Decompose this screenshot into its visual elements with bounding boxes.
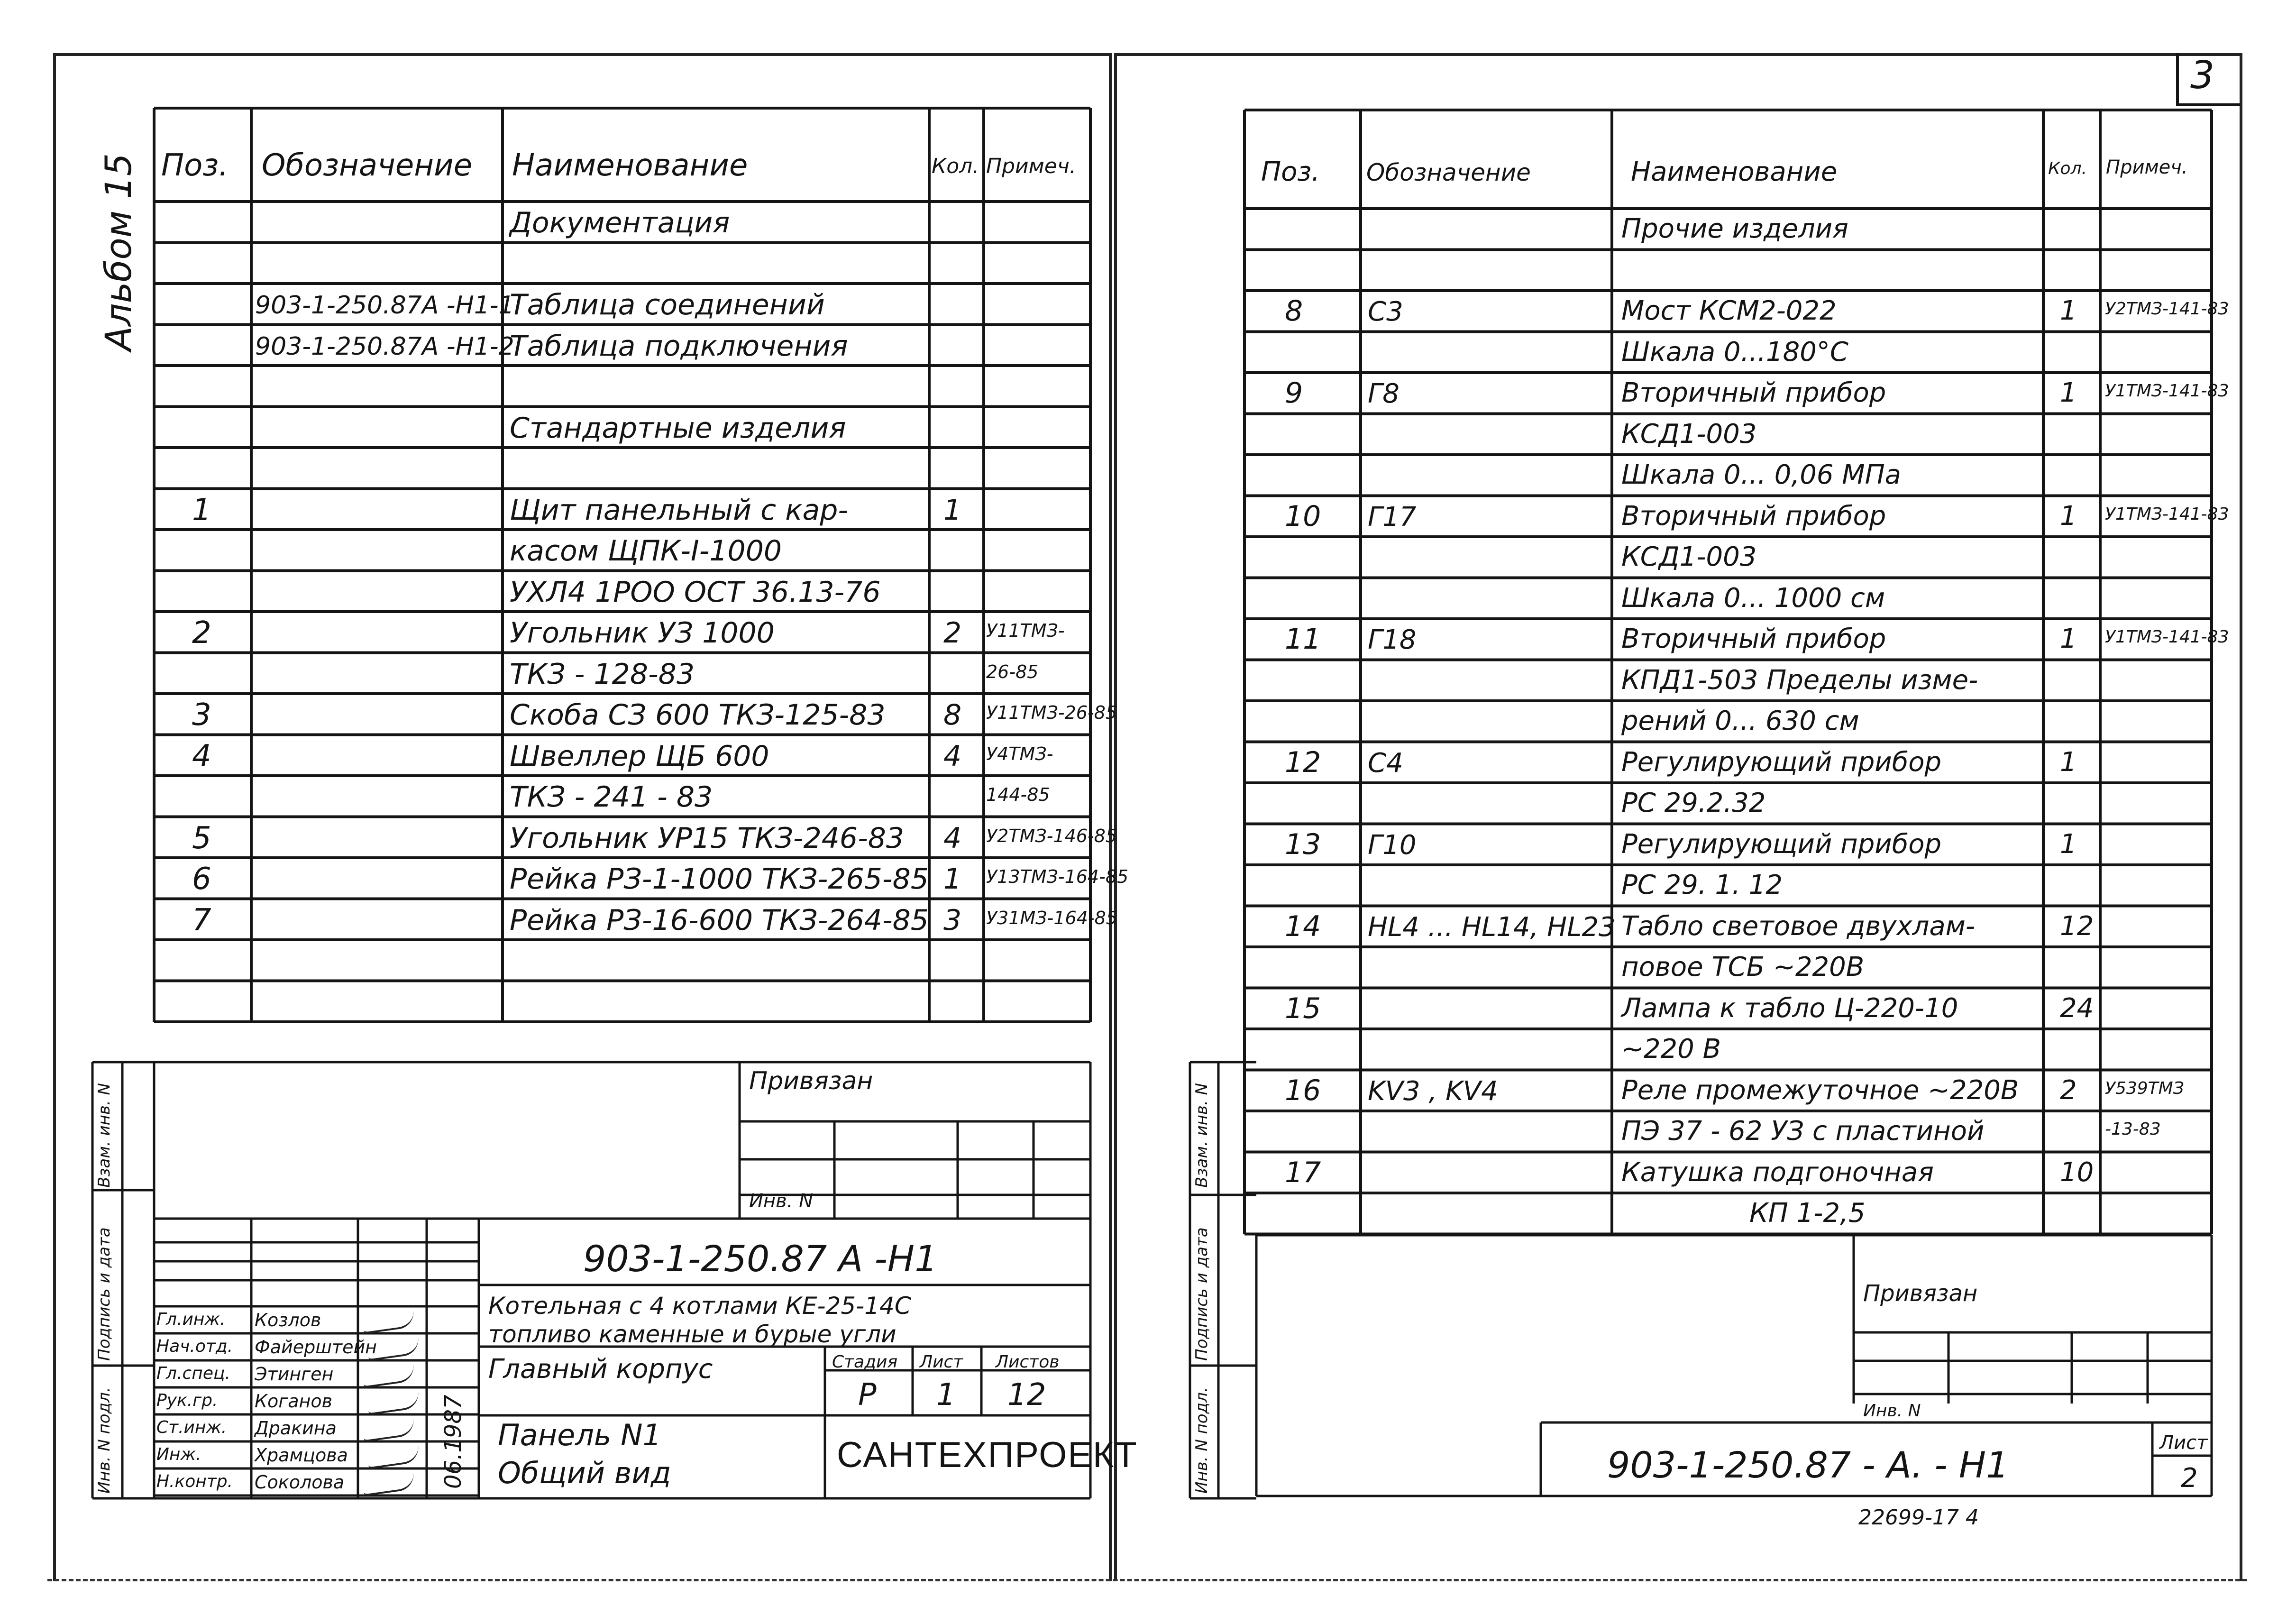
left-row-name: Таблица соединений <box>510 288 825 321</box>
right-row-designation: KV3 , KV4 <box>1368 1075 1498 1107</box>
right-header-pos: Поз. <box>1261 156 1320 187</box>
panel-title-1: Панель N1 <box>498 1418 661 1452</box>
right-row-designation: С4 <box>1368 747 1403 779</box>
right-side-stamp-label: Подпись и дата <box>1192 1227 1211 1361</box>
left-row-note: У11ТМЗ- <box>986 620 1065 641</box>
right-row-note: У1ТМЗ-141-83 <box>2105 504 2229 524</box>
left-row-note: 144-85 <box>986 784 1050 805</box>
left-row-name: Щит панельный с кар- <box>510 493 848 527</box>
staff-name: Козлов <box>255 1310 321 1330</box>
staff-role: Гл.спец. <box>156 1364 230 1383</box>
right-privyazan: Привязан <box>1863 1280 1978 1307</box>
left-row-qty: 1 <box>943 862 962 896</box>
left-row-note: У31МЗ-164-85 <box>986 907 1117 928</box>
right-row-pos: 16 <box>1285 1073 1321 1107</box>
right-row-name: КСД1-003 <box>1621 418 1757 450</box>
left-header-name: Наименование <box>512 148 748 183</box>
right-row-designation: Г18 <box>1368 624 1417 655</box>
organization: САНТЕХПРОЕКТ <box>837 1435 1138 1475</box>
right-row-qty: 1 <box>2060 500 2077 532</box>
right-row-name: Вторичный прибор <box>1621 377 1886 408</box>
right-row-note: У1ТМЗ-141-83 <box>2105 381 2229 401</box>
right-row-designation: HL4 ... HL14, HL23 <box>1368 911 1616 943</box>
right-row-name: Вторичный прибор <box>1621 624 1886 654</box>
left-row-name: Рейка РЗ-16-600 ТКЗ-264-85 <box>510 903 929 937</box>
right-doc-code: 903-1-250.87 - А. - Н1 <box>1607 1444 2009 1486</box>
left-row-name: Таблица подключения <box>510 329 848 363</box>
right-row-name: Реле промежуточное ~220В <box>1621 1074 2019 1106</box>
right-sheet-value: 2 <box>2181 1463 2198 1494</box>
sheet-value: 1 <box>936 1377 956 1413</box>
panel-title-2: Общий вид <box>498 1456 671 1490</box>
staff-name: Соколова <box>255 1472 345 1493</box>
right-row-qty: 24 <box>2060 992 2094 1024</box>
right-row-pos: 11 <box>1285 623 1321 656</box>
footer-number: 22699-17 4 <box>1858 1505 1979 1530</box>
left-privyazan: Привязан <box>749 1067 873 1095</box>
right-row-qty: 1 <box>2060 746 2077 778</box>
stage-value: Р <box>858 1377 877 1413</box>
left-row-name: ТКЗ - 128-83 <box>510 657 695 691</box>
right-header-designation: Обозначение <box>1366 159 1531 186</box>
left-side-stamp-label: Взам. инв. N <box>95 1083 114 1188</box>
left-row-pos: 6 <box>192 862 211 897</box>
sheets-header: Листов <box>996 1352 1060 1372</box>
staff-role: Рук.гр. <box>156 1391 218 1410</box>
left-header-qty: Кол. <box>932 154 979 178</box>
left-doc-code: 903-1-250.87 А -Н1 <box>583 1238 938 1280</box>
right-row-qty: 1 <box>2060 295 2077 326</box>
right-side-stamp-label: Взам. инв. N <box>1192 1083 1211 1188</box>
left-inv-n: Инв. N <box>749 1190 813 1212</box>
stage-header: Стадия <box>832 1352 898 1372</box>
left-row-qty: 1 <box>943 493 962 527</box>
left-side-stamp-label: Инв. N подл. <box>95 1387 114 1494</box>
sheet-header: Лист <box>920 1352 963 1372</box>
staff-name: Этинген <box>255 1364 334 1385</box>
right-row-qty: 10 <box>2060 1156 2094 1188</box>
left-row-pos: 7 <box>192 902 211 938</box>
left-row-qty: 2 <box>943 616 962 650</box>
right-row-name: рений 0... 630 см <box>1621 706 1859 736</box>
left-row-note: У2ТМЗ-146-85 <box>986 825 1117 846</box>
left-row-name: Швеллер ЩБ 600 <box>510 739 769 773</box>
left-row-qty: 3 <box>943 903 962 937</box>
left-row-designation: 903-1-250.87А -Н1-1 <box>255 291 514 320</box>
right-row-name: повое ТСБ ~220В <box>1621 952 1865 982</box>
left-row-qty: 4 <box>943 739 962 773</box>
staff-name: Файерштейн <box>255 1337 377 1358</box>
left-row-name: Стандартные изделия <box>510 411 846 445</box>
right-row-qty: 1 <box>2060 828 2077 860</box>
right-inv-n: Инв. N <box>1863 1401 1921 1421</box>
left-row-pos: 3 <box>192 697 211 733</box>
right-row-name: Вторичный прибор <box>1621 500 1886 532</box>
left-row-designation: 903-1-250.87А -Н1-2 <box>255 332 514 361</box>
right-sheet-label: Лист <box>2159 1432 2208 1454</box>
right-row-name: КП 1-2,5 <box>1749 1198 1866 1229</box>
left-row-note: У11ТМЗ-26-85 <box>986 702 1117 723</box>
left-title-line2: топливо каменные и бурые угли <box>488 1321 896 1348</box>
right-row-pos: 12 <box>1285 745 1321 779</box>
right-row-designation: С3 <box>1368 296 1403 327</box>
right-row-note: У1ТМЗ-141-83 <box>2105 627 2229 647</box>
left-side-stamp-label: Подпись и дата <box>95 1227 114 1361</box>
right-row-pos: 9 <box>1285 376 1303 410</box>
left-row-name: Угольник УЗ 1000 <box>510 616 775 650</box>
right-row-pos: 14 <box>1285 909 1321 943</box>
sheets-value: 12 <box>1007 1377 1046 1413</box>
left-row-pos: 2 <box>192 615 211 651</box>
right-row-qty: 2 <box>2060 1074 2077 1106</box>
left-row-name: Угольник УР15 ТКЗ-246-83 <box>510 821 905 855</box>
left-row-pos: 5 <box>192 820 211 856</box>
staff-role: Нач.отд. <box>156 1337 233 1356</box>
right-row-note: У2ТМЗ-141-83 <box>2105 299 2229 319</box>
right-row-designation: Г10 <box>1368 829 1417 861</box>
right-row-name: Регулирующий прибор <box>1621 828 1942 860</box>
right-row-note: -13-83 <box>2105 1119 2161 1139</box>
right-row-name: Катушка подгоночная <box>1621 1156 1934 1188</box>
left-title-line1: Котельная с 4 котлами КЕ-25-14С <box>488 1292 911 1320</box>
staff-name: Коганов <box>255 1391 332 1412</box>
right-row-name: РС 29. 1. 12 <box>1621 870 1783 900</box>
right-row-name: Регулирующий прибор <box>1621 746 1942 778</box>
left-row-qty: 4 <box>943 821 962 855</box>
right-row-pos: 15 <box>1285 991 1321 1025</box>
right-row-qty: 1 <box>2060 624 2077 654</box>
left-row-note: 26-85 <box>986 661 1039 682</box>
staff-role: Инж. <box>156 1445 201 1464</box>
left-main-building: Главный корпус <box>488 1354 713 1385</box>
right-row-qty: 1 <box>2060 377 2077 408</box>
left-row-name: касом ЩПК-I-1000 <box>510 534 782 568</box>
right-row-name: Шкала 0...180°С <box>1621 336 1848 367</box>
right-row-name: Шкала 0... 0,06 МПа <box>1621 459 1901 490</box>
left-row-pos: 4 <box>192 738 211 774</box>
staff-name: Дракина <box>255 1418 337 1439</box>
left-row-name: Документация <box>510 206 730 239</box>
right-row-name: РС 29.2.32 <box>1621 788 1766 818</box>
right-row-name: Шкала 0... 1000 см <box>1621 582 1885 614</box>
right-row-name: КПД1-503 Пределы изме- <box>1621 664 1978 696</box>
left-row-name: ТКЗ - 241 - 83 <box>510 780 713 814</box>
right-row-name: Табло световое двухлам- <box>1621 910 1976 942</box>
staff-name: Храмцова <box>255 1445 348 1466</box>
sheet-number: 3 <box>2190 53 2214 97</box>
left-row-name: УХЛ4 1РОО ОСТ 36.13-76 <box>510 575 881 609</box>
right-header-qty: Кол. <box>2048 159 2087 178</box>
left-row-name: Рейка РЗ-1-1000 ТКЗ-265-85 <box>510 862 929 896</box>
signature-date: 06.1987 <box>440 1395 467 1489</box>
left-header-designation: Обозначение <box>262 148 473 183</box>
left-header-note: Примеч. <box>986 154 1076 178</box>
right-row-qty: 12 <box>2060 910 2094 942</box>
right-row-name: КСД1-003 <box>1621 541 1757 572</box>
album-label: Альбом 15 <box>97 153 139 351</box>
right-row-name: ПЭ 37 - 62 УЗ с пластиной <box>1621 1116 1985 1147</box>
right-row-note: У539ТМЗ <box>2105 1078 2184 1098</box>
right-row-name: Лампа к табло Ц-220-10 <box>1621 992 1958 1024</box>
left-row-note: У13ТМЗ-164-85 <box>986 866 1129 887</box>
right-row-designation: Г17 <box>1368 501 1417 532</box>
left-row-note: У4ТМЗ- <box>986 743 1053 764</box>
left-header-pos: Поз. <box>161 148 229 183</box>
right-row-pos: 10 <box>1285 499 1321 533</box>
right-header-note: Примеч. <box>2106 156 2188 178</box>
right-row-pos: 13 <box>1285 827 1321 861</box>
left-row-qty: 8 <box>943 698 962 732</box>
right-row-name: ~220 В <box>1621 1034 1721 1064</box>
staff-role: Н.контр. <box>156 1472 233 1491</box>
left-row-name: Скоба СЗ 600 ТКЗ-125-83 <box>510 698 886 732</box>
staff-role: Гл.инж. <box>156 1310 226 1329</box>
right-header-name: Наименование <box>1631 156 1838 187</box>
right-row-pos: 17 <box>1285 1156 1321 1189</box>
left-row-pos: 1 <box>192 492 211 528</box>
right-row-name: Мост КСМ2-022 <box>1621 295 1837 326</box>
right-row-name: Прочие изделия <box>1621 213 1848 244</box>
staff-role: Ст.инж. <box>156 1418 227 1437</box>
right-side-stamp-label: Инв. N подл. <box>1192 1387 1211 1494</box>
right-row-designation: Г8 <box>1368 378 1400 409</box>
right-row-pos: 8 <box>1285 294 1303 328</box>
